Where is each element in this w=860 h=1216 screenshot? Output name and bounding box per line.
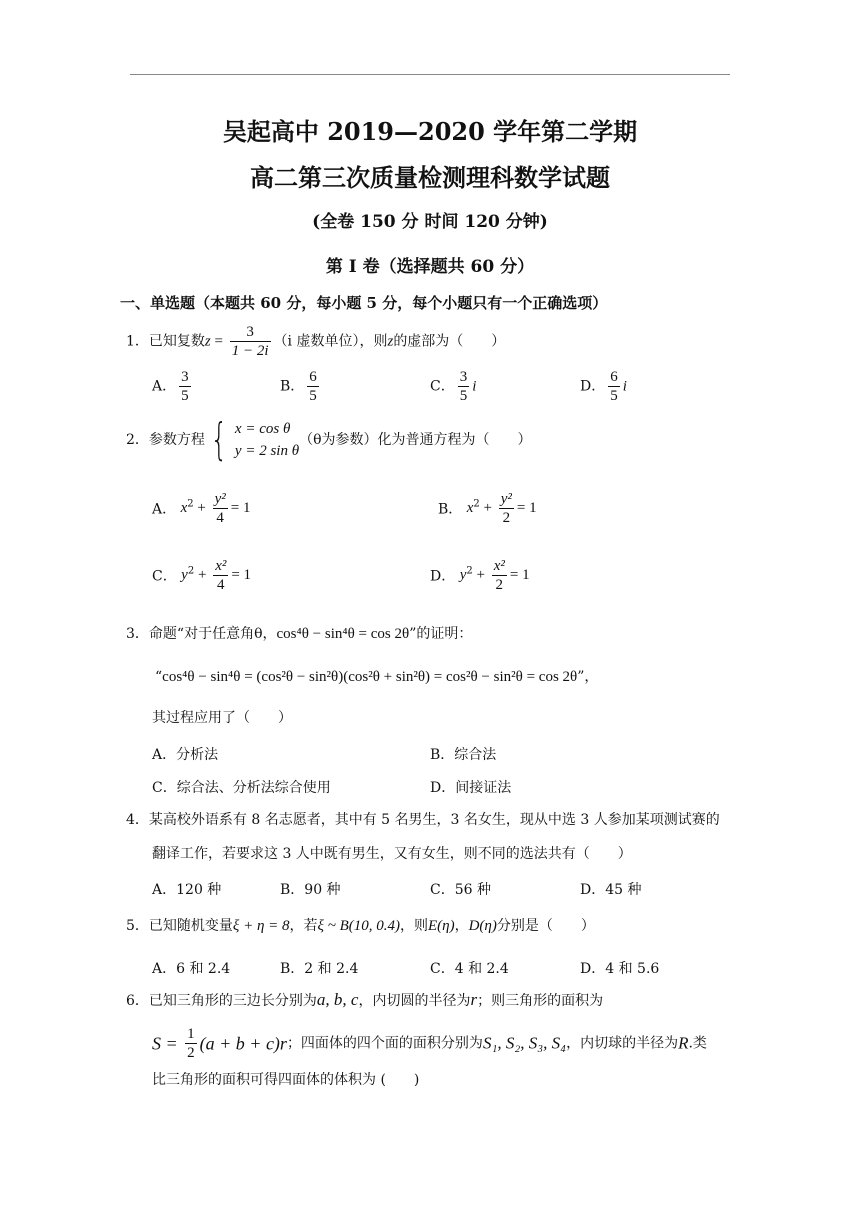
question-text: S = $\frac{1}{2}$ (a + b + c)r；四面体的四个面的面积分别为S₁, S₂, S₃, S₄，内切球的半径为R.类 [152, 1026, 707, 1061]
option-1b: B． $\frac{6}{5}$ [280, 369, 317, 404]
option-5d: D．4 和 5.6 [580, 961, 660, 977]
math-proof: cos⁴θ − sin⁴θ = (cos²θ − sin²θ)(cos²θ + sin²θ) = cos²θ − sin²θ = cos 2θ [162, 669, 578, 685]
question-text: 比三角形的面积可得四面体的体积为 ( ) [152, 1072, 420, 1088]
proof-line: “cos⁴θ − sin⁴θ = (cos²θ − sin²θ)(cos²θ + sin²θ) = cos²θ − sin²θ = cos 2θ”， [155, 669, 599, 685]
question-5: 5．已知随机变量ξ + η = 8，若ξ ~ B(10, 0.4)，则E(η)，D(η)分别是（ ） [126, 918, 595, 934]
option-4c: C．56 种 [430, 882, 491, 898]
option-5b: B．2 和 2.4 [280, 961, 359, 977]
section-heading: 一、单选题（本题共 60 分，每小题 5 分，每个小题只有一个正确选项） [120, 294, 608, 312]
question-text: （i 虚数单位），则 [273, 333, 388, 350]
question-1 [126, 323, 505, 360]
question-number: 6． [126, 993, 149, 1009]
option-1a: A． $\frac{3}{5}$ [152, 369, 189, 404]
option-2a: A． $x^2$ + $\frac{\text{y²}}{4}$ = 1 [152, 491, 251, 526]
math-formula: ξ ~ B(10, 0.4) [317, 918, 400, 934]
option-2d: D． $y^2$ + $\frac{\text{x²}}{2}$ = 1 [430, 558, 530, 593]
option-3a: A．分析法 [152, 747, 219, 763]
question-3 [126, 624, 472, 644]
math-formula: D(η) [468, 918, 497, 934]
question-6: 6．已知三角形的三边长分别为a, b, c，内切圆的半径为r；则三角形的面积为 [126, 990, 604, 1009]
question-number: 4． [126, 812, 149, 828]
question-number: 3． [126, 626, 149, 642]
question-number: 5． [126, 918, 149, 934]
header-rule [130, 74, 730, 75]
option-4b: B．90 种 [280, 882, 341, 898]
title-line-2: 高二第三次质量检测理科数学试题 [250, 163, 610, 192]
question-number: 2． [126, 432, 149, 448]
math-var: r [470, 990, 478, 1009]
question-text: ”的证明： [409, 626, 473, 642]
volume-title: 第 I 卷（选择题共 60 分） [325, 257, 535, 277]
fraction: $\frac{3}{1 - 2i}$ [231, 324, 269, 359]
question-2 [126, 414, 532, 465]
option-4d: D．45 种 [580, 882, 642, 898]
question-text: 参数方程 [148, 432, 205, 448]
option-1c: C． $\frac{3}{5}$ i [430, 369, 477, 404]
title-line-3: (全卷 150 分 时间 120 分钟) [312, 212, 548, 232]
question-text: 某高校外语系有 8 名志愿者，其中有 5 名男生，3 名女生，现从中选 3 人参加某项测试赛的 [148, 812, 720, 828]
question-text: 已知随机变量 [148, 918, 233, 934]
question-text: （θ为参数）化为普通方程为（ ） [299, 432, 532, 448]
math-eq: = [210, 333, 227, 350]
title-line-1: 吴起高中 2019—2020 学年第二学期 [222, 117, 638, 146]
math-var: z [387, 333, 394, 350]
question-number: 1． [126, 333, 149, 350]
question-text: 的虚部为（ ） [393, 333, 506, 350]
math-var: z [204, 333, 211, 350]
option-3d: D．间接证法 [430, 780, 512, 796]
math-formula: E(η) [427, 918, 455, 934]
math-formula: cos⁴θ − sin⁴θ = cos 2θ [276, 626, 410, 642]
math-formula: ξ + η = 8 [232, 918, 290, 934]
option-5a: A．6 和 2.4 [152, 961, 231, 977]
question-text: 分别是（ ） [496, 918, 595, 934]
question-text: 已知复数 [148, 333, 205, 350]
question-4 [126, 810, 720, 830]
question-text: 其过程应用了（ ） [152, 710, 292, 726]
question-text: 翻译工作，若要求这 3 人中既有男生，又有女生，则不同的选法共有（ ） [152, 846, 632, 862]
option-5c: C．4 和 2.4 [430, 961, 509, 977]
option-2c: C． $y^2$ + $\frac{\text{x²}}{4}$ = 1 [152, 558, 252, 593]
question-text: 命题“对于任意角θ， [148, 626, 277, 642]
option-3c: C．综合法、分析法综合使用 [152, 780, 331, 796]
option-1d: D． $\frac{6}{5}$ i [580, 369, 627, 404]
option-3b: B．综合法 [430, 747, 497, 763]
equation-system: x = cos θ y = 2 sin θ [234, 421, 300, 459]
option-4a: A．120 种 [152, 882, 222, 898]
option-2b: B． $x^2$ + $\frac{\text{y²}}{2}$ = 1 [438, 491, 537, 526]
math-vars: a, b, c [316, 990, 359, 1009]
brace-symbol: { [210, 414, 228, 465]
